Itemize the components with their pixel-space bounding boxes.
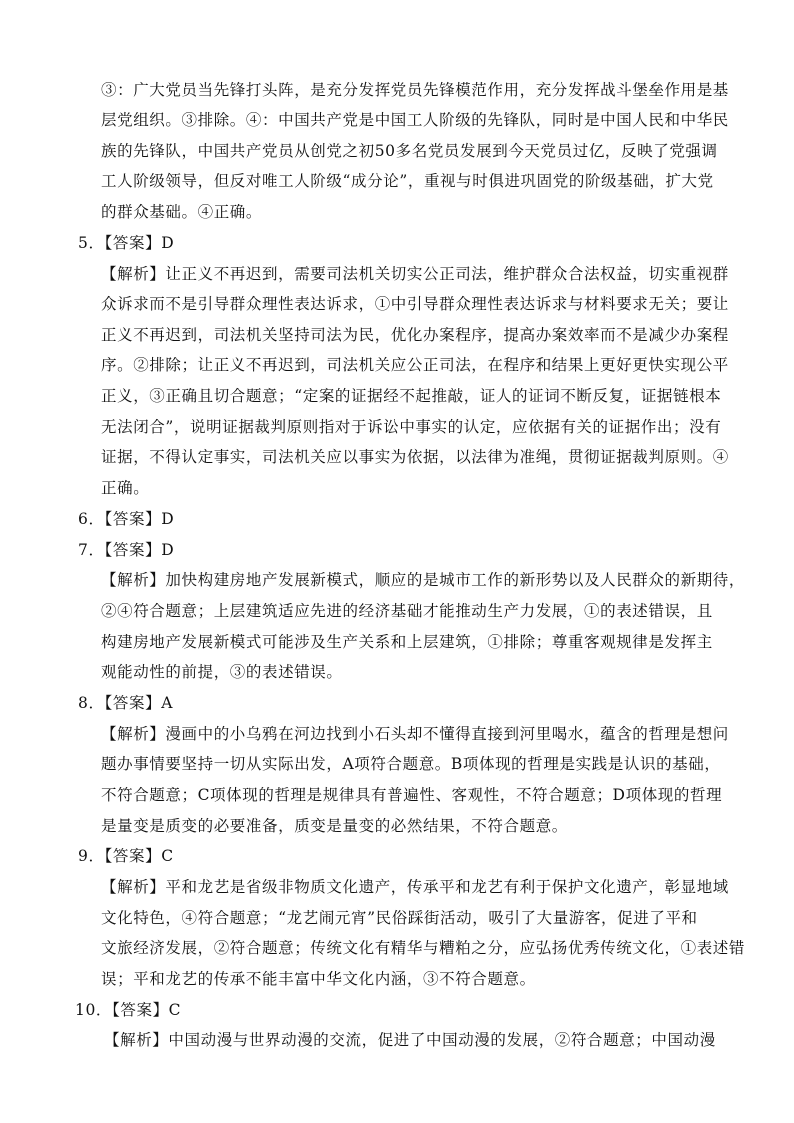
text-line: ③：广大党员当先锋打头阵，是充分发挥党员先锋模范作用，充分发挥战斗堡垒作用是基 xyxy=(101,81,729,99)
text-line: 证据，不得认定事实，司法机关应以事实为依据，以法律为准绳，贯彻证据裁判原则。④ xyxy=(101,448,729,466)
text-line: 文旅经济发展，②符合题意；传统文化有精华与糟粕之分，应弘扬优秀传统文化，①表述错 xyxy=(101,939,746,957)
answer-line: 6．【答案】D xyxy=(78,510,175,528)
text-line: 族的先锋队，中国共产党员从创党之初50多名党员发展到今天党员过亿，反映了党强调 xyxy=(101,142,718,160)
answer-line: 8．【答案】A xyxy=(78,694,174,712)
answer-line: 7．【答案】D xyxy=(78,541,175,559)
text-line: 观能动性的前提，③的表述错误。 xyxy=(101,663,343,681)
text-line: 【解析】加快构建房地产发展新模式，顺应的是城市工作的新形势以及人民群众的新期待， xyxy=(101,571,746,589)
text-line: 正义，③正确且切合题意；“定案的证据经不起推敲，证人的证词不断反复，证据链根本 xyxy=(101,387,722,405)
text-line: 【解析】平和龙艺是省级非物质文化遗产，传承平和龙艺有利于保护文化遗产，彰显地域 xyxy=(101,878,729,896)
text-line: 无法闭合”，说明证据裁判原则指对于诉讼中事实的认定，应依据有关的证据作出；没有 xyxy=(101,418,722,436)
answer-line: 10．【答案】C xyxy=(75,1001,182,1019)
text-line: 正义不再迟到，司法机关坚持司法为民，优化办案程序，提高办案效率而不是减少办案程 xyxy=(101,326,729,344)
text-line: 【解析】让正义不再迟到，需要司法机关切实公正司法，维护群众合法权益，切实重视群 xyxy=(101,265,729,283)
text-line: 【解析】中国动漫与世界动漫的交流，促进了中国动漫的发展，②符合题意；中国动漫 xyxy=(104,1031,716,1049)
text-line: 不符合题意；C项体现的哲理是规律具有普遍性、客观性，不符合题意；D项体现的哲理 xyxy=(101,786,723,804)
text-line: 构建房地产发展新模式可能涉及生产关系和上层建筑，①排除；尊重客观规律是发挥主 xyxy=(101,633,713,651)
text-line: 误；平和龙艺的传承不能丰富中华文化内涵，③不符合题意。 xyxy=(101,970,536,988)
text-line: 层党组织。③排除。④：中国共产党是中国工人阶级的先锋队，同时是中国人民和中华民 xyxy=(101,111,729,129)
text-line: 题办事情要坚持一切从实际出发，A项符合题意。B项体现的哲理是实践是认识的基础， xyxy=(101,755,721,773)
text-line: 众诉求而不是引导群众理性表达诉求，①中引导群众理性表达诉求与材料要求无关；要让 xyxy=(101,295,729,313)
answer-line: 5．【答案】D xyxy=(78,234,175,252)
text-line: 工人阶级领导，但反对唯工人阶级“成分论”，重视与时俱进巩固党的阶级基础，扩大党 xyxy=(101,172,714,190)
text-line: 的群众基础。④正确。 xyxy=(101,203,263,221)
text-line: 文化特色，④符合题意；“龙艺闹元宵”民俗踩街活动，吸引了大量游客，促进了平和 xyxy=(101,909,698,927)
text-line: ②④符合题意；上层建筑适应先进的经济基础才能推动生产力发展，①的表述错误，且 xyxy=(101,602,713,620)
text-line: 【解析】漫画中的小乌鸦在河边找到小石头却不懂得直接到河里喝水，蕴含的哲理是想问 xyxy=(101,725,729,743)
text-line: 序。②排除；让正义不再迟到，司法机关应公正司法，在程序和结果上更好更快实现公平 xyxy=(101,356,729,374)
text-line: 正确。 xyxy=(101,479,150,497)
text-line: 是量变是质变的必要准备，质变是量变的必然结果，不符合题意。 xyxy=(101,817,568,835)
answer-line: 9．【答案】C xyxy=(78,847,174,865)
